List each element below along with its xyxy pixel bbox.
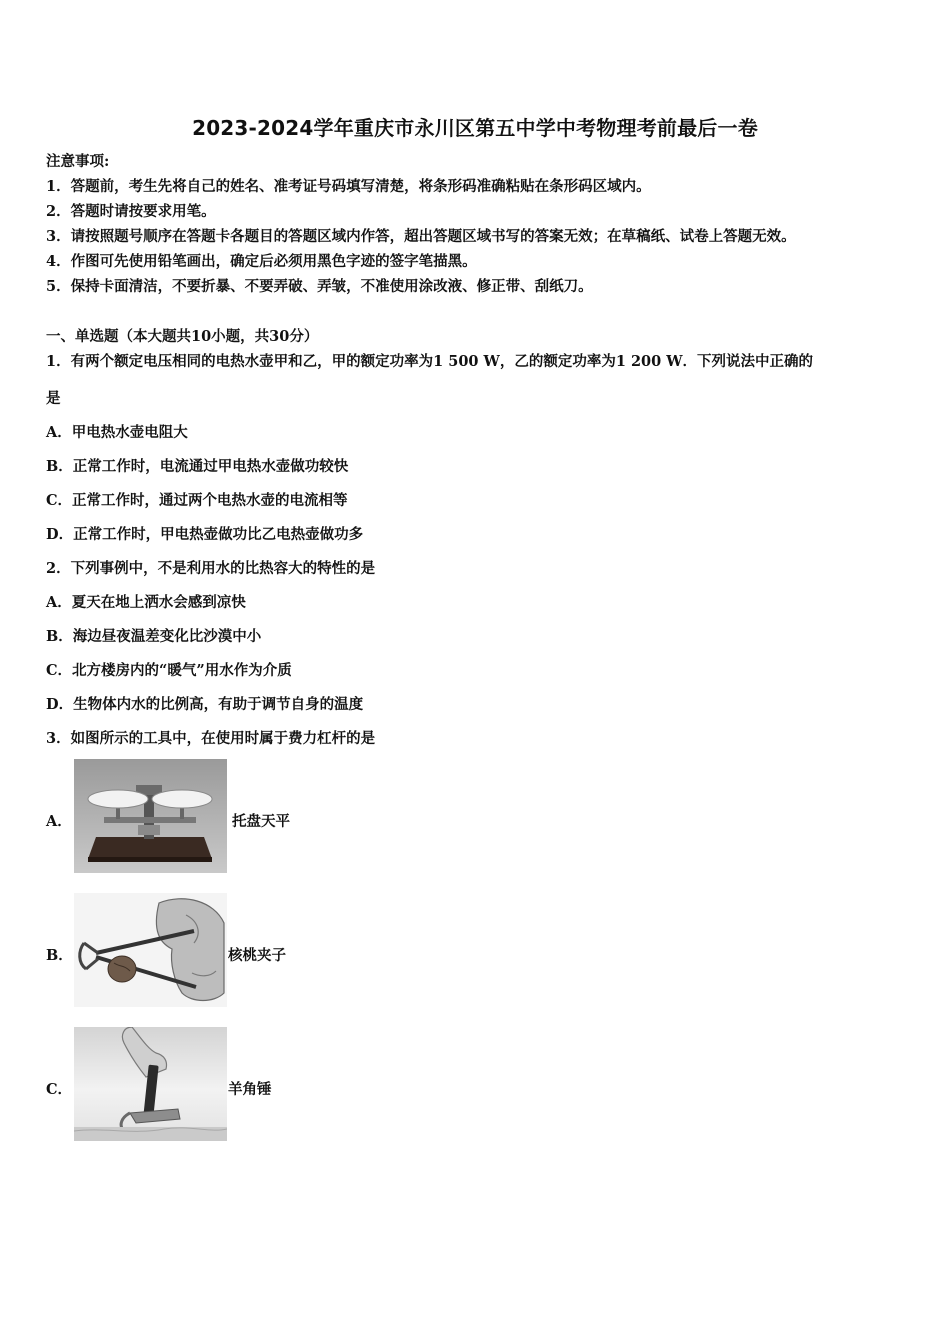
notice-heading: 注意事项:: [46, 153, 110, 170]
balance-scale-photo: [74, 759, 227, 873]
notice-item: 1．答题前，考生先将自己的姓名、准考证号码填写清楚，将条形码准确粘贴在条形码区域内。: [46, 178, 651, 195]
q2-stem: 2．下列事例中，不是利用水的比热容大的特性的是: [46, 560, 376, 577]
q1-option-a: A．甲电热水壶电阻大: [46, 424, 188, 441]
q1-stem: 1．有两个额定电压相同的电热水壶甲和乙，甲的额定功率为1 500 W，乙的额定功率为1 200 W．下列说法中正确的: [46, 353, 814, 370]
notice-item: 5．保持卡面清洁，不要折暴、不要弄破、弄皱，不准使用涂改液、修正带、刮纸刀。: [46, 278, 593, 295]
notice-item: 2．答题时请按要求用笔。: [46, 203, 216, 220]
q3-option-c-label: 羊角锤: [228, 1081, 272, 1098]
page-title: 2023-2024学年重庆市永川区第五中学中考物理考前最后一卷: [192, 116, 758, 140]
q3-option-b-letter: B．: [46, 947, 73, 964]
q3-option-a-letter: A．: [46, 813, 72, 830]
q2-option-d: D．生物体内水的比例高，有助于调节自身的温度: [46, 696, 364, 713]
section-heading: 一、单选题（本大题共10小题，共30分）: [46, 328, 319, 345]
q1-stem-cont: 是: [46, 390, 61, 407]
q3-option-b-label: 核桃夹子: [228, 947, 286, 964]
q3-option-c-letter: C．: [46, 1081, 73, 1098]
notice-item: 4．作图可先使用铅笔画出，确定后必须用黑色字迹的签字笔描黑。: [46, 253, 477, 270]
q2-option-c: C．北方楼房内的“暖气”用水作为介质: [46, 662, 292, 679]
q2-option-a: A．夏天在地上洒水会感到凉快: [46, 594, 246, 611]
q1-option-c: C．正常工作时，通过两个电热水壶的电流相等: [46, 492, 348, 509]
q3-stem: 3．如图所示的工具中，在使用时属于费力杠杆的是: [46, 730, 376, 747]
claw-hammer-photo: [74, 1027, 227, 1141]
q2-option-b: B．海边昼夜温差变化比沙漠中小: [46, 628, 262, 645]
q3-option-a-label: 托盘天平: [232, 813, 290, 830]
nutcracker-photo: [74, 893, 227, 1007]
notice-item: 3．请按照题号顺序在答题卡各题目的答题区域内作答，超出答题区域书写的答案无效；在草稿纸、试卷上答题无效。: [46, 228, 796, 245]
q1-option-b: B．正常工作时，电流通过甲电热水壶做功较快: [46, 458, 349, 475]
q1-option-d: D．正常工作时，甲电热壶做功比乙电热壶做功多: [46, 526, 364, 543]
